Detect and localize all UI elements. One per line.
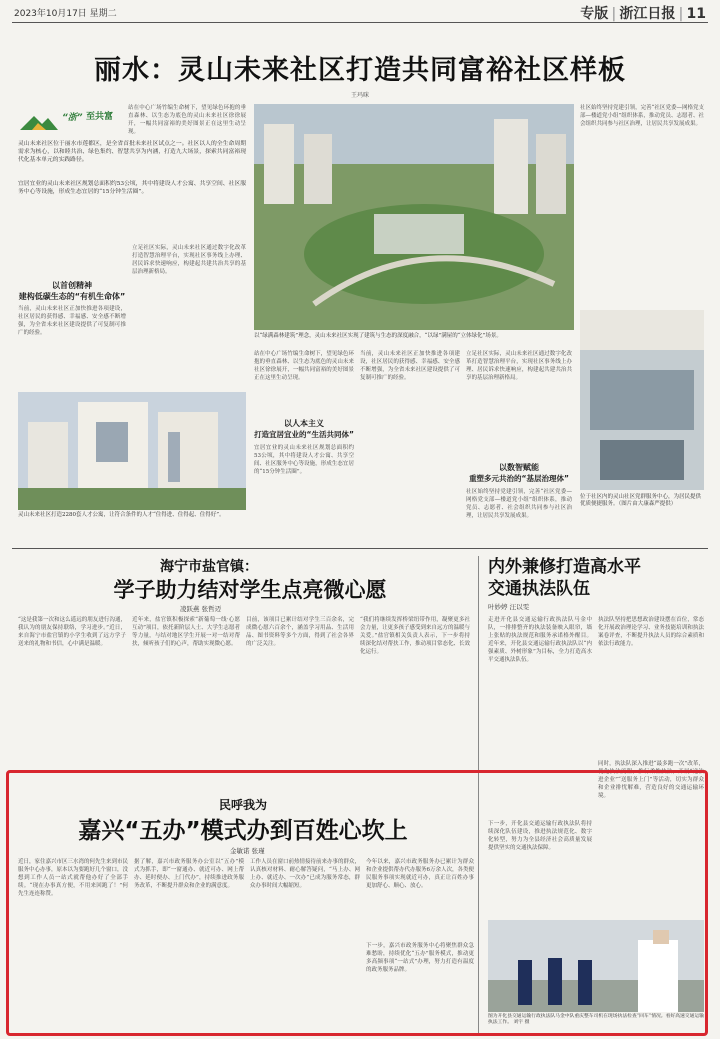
lishui-hall-caption: 位于社区内的灵山社区党群服务中心，为居民提供优质便捷服务。（图片由大康森严提供） (580, 494, 702, 507)
lishui-body5: 社区始终坚持党建引领，完善“社区党委—网格党支部—楼道党小组”组织体系，推动党员、志愿者、社会组织共同参与社区治理，让居民共享发展成果。 (580, 105, 704, 127)
header-page-no: 11 (686, 6, 706, 22)
jiaxing-body1: 近日，家住嘉兴市区三水湾的何先生来到市民服务中心办事，原本以为要跑好几个窗口，没想到工作人员一站式就帮他办好了全部手续。“现在办事真方便，不用来回跑了！”何先生连连称赞。 (18, 859, 128, 897)
traffic-body2: 执法队坚持把思想政治建设摆在首位，常态化开展政治理论学习、业务技能培训和执法案卷评查，不断提升执法人员的综合素质和依法行政能力。 (598, 617, 704, 647)
traffic-body1: 走进开化县交通运输行政执法队马金中队，一排排整齐的执法装备映入眼帘，墙上张贴的执法规范和服务承诺格外醒目。近年来，开化县交通运输行政执法队以“内强素质、外树形象”为目标，全力打造高水平交通执法队伍。 (488, 617, 592, 663)
svg-text:“浙”: “浙” (62, 113, 83, 123)
traffic-photo (488, 920, 704, 1012)
header-masthead: 专版 | 浙江日报 | 11 (580, 6, 706, 22)
lishui-aerial-photo (254, 104, 574, 330)
traffic-photo-caption: 图为开化县交通运输行政执法队马金中队重庆整车司机在现场执法检查“回车”情况。看好高速交通运输执法工作。 刘宇 摄 (488, 1014, 704, 1025)
logo-slogan: 至共富 (86, 112, 114, 122)
lishui-aerial-caption: 以“绿满森林建筑”理念，灵山未来社区实现了建筑与生态的深度融合，“以绿”满屋的“立体绿化”场景。 (254, 333, 502, 339)
lishui-sub1b: 建构低碳生态的“有机生命体” (18, 292, 126, 301)
column-divider (478, 556, 479, 1036)
jiaxing-authors: 金敏诺 张瑾 (230, 847, 265, 855)
jiaxing-kicker: 民呼我为 (218, 798, 267, 812)
lishui-body3: 当前，灵山未来社区正加快推进各项建设，社区居民的获得感、幸福感、安全感不断增强，为全省未来社区建设提供了可复制可推广的经验。 (18, 306, 126, 336)
header-section: 专版 (580, 6, 609, 22)
lishui-title: 丽水：灵山未来社区打造共同富裕社区样板 (94, 55, 626, 86)
lishui-body4: 立足社区实际，灵山未来社区通过数字化改革打造智慧治理平台，实现社区事务线上办理、居民诉求快速响应，构建起共建共治共享的基层治理新格局。 (132, 245, 246, 275)
section-rule-1 (12, 548, 708, 549)
lishui-mid-col1b: 宜居宜业的灵山未来社区规划总面积约53公顷，其中将建设人才公寓、共享空间、社区服务中心等设施，形成生态宜居的“15分钟生活圈”。 (254, 445, 354, 475)
haining-kicker: 海宁市盐官镇： (160, 559, 258, 575)
jiaxing-title: 嘉兴“五办”模式办到百姓心坎上 (78, 818, 408, 844)
lishui-author: 王玛咪 (350, 92, 369, 99)
lishui-sub2: 以人本主义 (284, 419, 324, 428)
traffic-title-line1: 内外兼修打造高水平 (488, 557, 641, 577)
lishui-mid-col3: 立足社区实际，灵山未来社区通过数字化改革打造智慧治理平台，实现社区事务线上办理、居民诉求快速响应，构建起共建共治共享的基层治理新格局。 (466, 351, 572, 381)
lishui-sub3: 以数智赋能 (499, 463, 539, 472)
lishui-intro: 站在中心广场竹编生命树下，望见绿色环抱的垂直森林、以生态为底色的灵山未来社区徐徐展开，一幅共同富裕的美好图景正在这里生动呈现。 (128, 105, 246, 135)
lishui-sub1: 以首创精神 (52, 281, 92, 290)
lishui-mid-col1: 站在中心广场竹编生命树下，望见绿色环抱的垂直森林、以生态为底色的灵山未来社区徐徐展开，一幅共同富裕的美好图景正在这里生动呈现。 (254, 351, 354, 381)
lishui-hall-photo (580, 310, 704, 490)
traffic-body4: 下一步，开化县交通运输行政执法队将持续深化队伍建设，推进执法规范化、数字化转型，努力为全县经济社会高质量发展提供坚实的交通执法保障。 (488, 821, 592, 851)
lishui-sub3b: 重塑多元共治的“基层治理体” (469, 474, 569, 483)
haining-body1: “这是我第一次和这么遥远的朋友进行沟通，我认为的朋友保持联络，学习进步。”近日，来自海宁市盐官镇的小学生收到了远方学子送来的礼物和书信，心中满是温暖。 (18, 617, 126, 647)
lishui-sub2b: 打造宜居宜业的“生活共同体” (254, 430, 354, 439)
header-date: 2023年10月17日 星期二 (14, 9, 117, 19)
lishui-logo (18, 108, 126, 134)
header-rule (12, 22, 708, 23)
lishui-building-caption: 灵山未来社区打造2280套人才公寓，让符合条件的人才“住得进、住得起、住得好”。 (18, 512, 225, 518)
haining-body4: “我们将继续发挥桥梁纽带作用，凝聚更多社会力量，让更多孩子感受到来自远方的温暖与关爱。”盐官镇相关负责人表示，下一步将持续深化结对帮扶工作，推动项目常态化、长效化运行。 (360, 617, 470, 655)
lishui-body2: 宜居宜业的灵山未来社区规划总面积约53公顷，其中将建设人才公寓、共享空间、社区服务中心等设施，形成生态宜居的“15分钟生活圈”。 (18, 181, 246, 195)
jiaxing-body5: 下一步，嘉兴市政务服务中心将聚焦群众急难愁盼，持续优化“五办”服务模式，推动更多高频事项“一站式”办理，努力打造有温度的政务服务品牌。 (366, 943, 474, 973)
jiaxing-body4: 今年以来，嘉兴市政务服务办已累计为群众和企业提供帮办代办服务6万余人次，各类便民服务事项实现就近可办，真正让百姓办事更加舒心、顺心、放心。 (366, 859, 474, 889)
haining-body2: 近年来，盐官镇积极探索“新葡萄一线·心愿互动”项目，依托新阶层人士、大学生志愿者等力量，与结对地区学生开展一对一结对帮扶，倾听孩子们的心声，帮助实现微心愿。 (132, 617, 240, 647)
haining-body3: 目前，该项目已累计结对学生三百余名，完成微心愿六百余个，涵盖学习用品、生活用品、图书资料等多个方面，得到了社会各界的广泛关注。 (246, 617, 354, 647)
traffic-title-line2: 交通执法队伍 (488, 579, 590, 599)
traffic-body3: 同时，执法队深入推进“最多跑一次”改革，优化执法流程，推行柔性执法，开展“送法进企业”“送服务上门”等活动，切实为群众和企业排忧解难，营造良好的交通运输环境。 (598, 761, 704, 799)
lishui-building-photo (18, 392, 246, 510)
jiaxing-body3: 工作人员在窗口前热情接待前来办事的群众，认真核对材料、耐心解答疑问，“马上办、网上办、就近办、一次办”已成为服务常态，群众办事时间大幅缩短。 (250, 859, 360, 889)
traffic-authors: 叶妙婷 汪以雯 (488, 603, 530, 611)
lishui-mid-col3b: 社区始终坚持党建引领，完善“社区党委—网格党支部—楼道党小组”组织体系，推动党员、志愿者、社会组织共同参与社区治理，让居民共享发展成果。 (466, 489, 572, 519)
lishui-mid-col2: 当前，灵山未来社区正加快推进各项建设，社区居民的获得感、幸福感、安全感不断增强，为全省未来社区建设提供了可复制可推广的经验。 (360, 351, 460, 381)
lishui-body1: 灵山未来社区位于丽水市莲都区，是全省首批未来社区试点之一。社区以人的全生命周期需求为核心，以和睦共治、绿色集约、智慧共享为内涵，打造九大场景，探索共同富裕现代化基本单元的实践路径。 (18, 141, 246, 163)
header-paper: 浙江日报 (619, 6, 676, 22)
haining-authors: 凌跃燕 张哲迈 (180, 605, 222, 613)
jiaxing-body2: 据了解，嘉兴市政务服务办公室以“五办”模式为抓手，即“一窗通办、就近可办、网上帮办、延时便办、上门代办”，持续推进政务服务改革，不断提升群众和企业的满意度。 (134, 859, 244, 889)
haining-title: 学子助力结对学生点亮微心愿 (113, 578, 387, 602)
